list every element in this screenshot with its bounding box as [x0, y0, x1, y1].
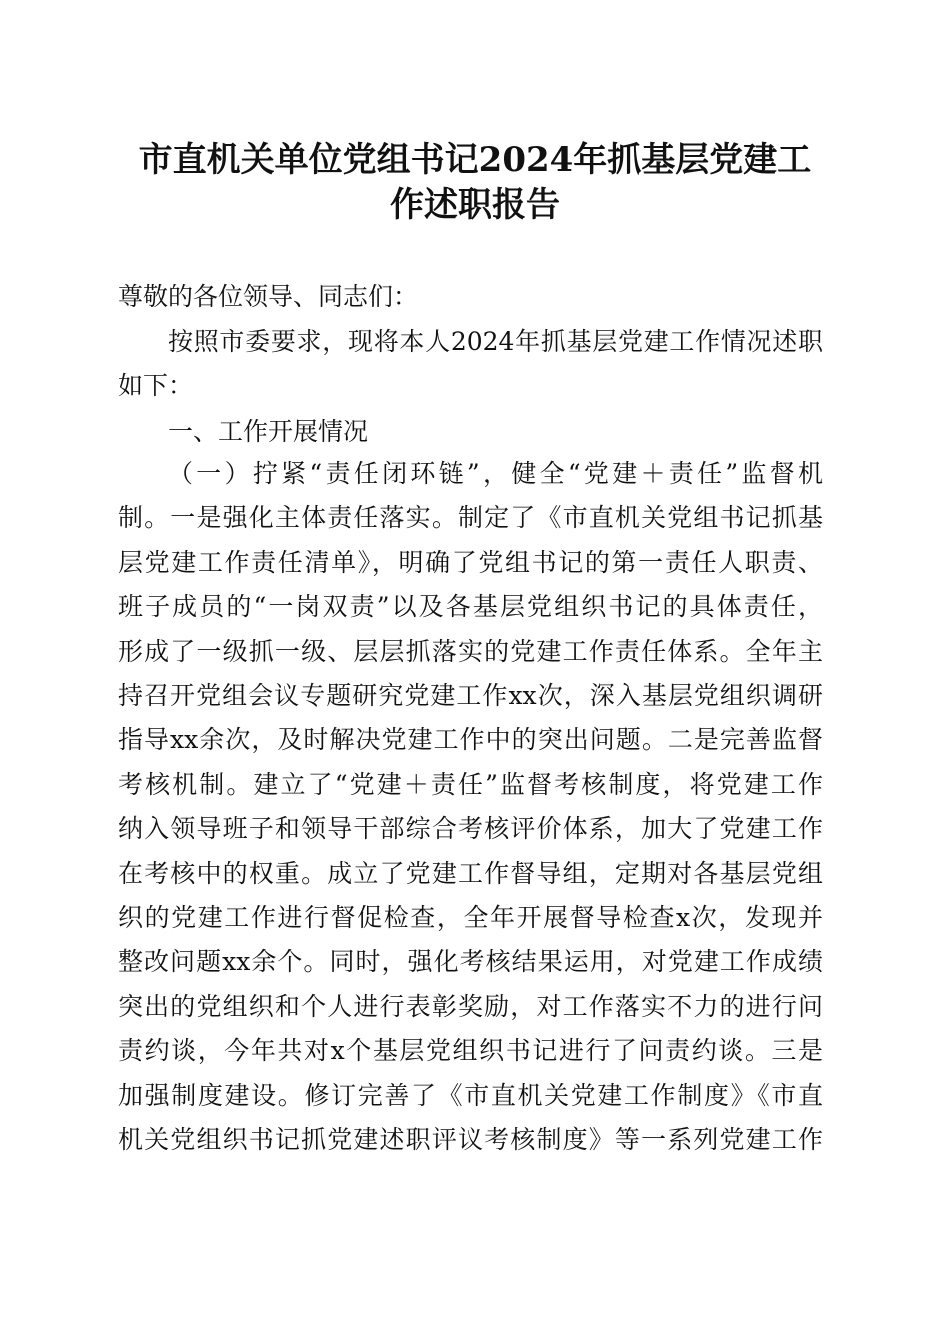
body-line: 整改问题xx余个。同时，强化考核结果运用，对党建工作成绩: [118, 947, 823, 977]
document-title-line-1: 市直机关单位党组书记2024年抓基层党建工: [138, 140, 812, 180]
document-title-line-2: 作述职报告: [390, 185, 560, 225]
body-line: 层党建工作责任清单》，明确了党组书记的第一责任人职责、: [118, 547, 823, 577]
intro-line: 按照市委要求，现将本人2024年抓基层党建工作情况述职: [168, 327, 823, 356]
body-line: 机关党组织书记抓党建述职评议考核制度》等一系列党建工作: [118, 1125, 823, 1154]
body-line: 在考核中的权重。成立了党建工作督导组，定期对各基层党组: [118, 858, 823, 888]
body-line: 班子成员的“一岗双责”以及各基层党组织书记的具体责任，: [118, 592, 823, 622]
section-heading: 一、工作开展情况: [168, 417, 369, 446]
salutation: 尊敬的各位领导、同志们：: [118, 282, 419, 311]
body-line: （一）拧紧“责任闭环链”，健全“党建＋责任”监督机: [168, 459, 823, 488]
body-line: 制。一是强化主体责任落实。制定了《市直机关党组书记抓基: [118, 503, 823, 533]
body-line: 织的党建工作进行督促检查，全年开展督导检查x次，发现并: [118, 903, 823, 932]
intro-line: 如下：: [118, 371, 194, 400]
body-line: 责约谈，今年共对x个基层党组织书记进行了问责约谈。三是: [118, 1036, 823, 1066]
body-line: 形成了一级抓一级、层层抓落实的党建工作责任体系。全年主: [118, 636, 823, 666]
body-line: 加强制度建设。修订完善了《市直机关党建工作制度》《市直: [118, 1080, 823, 1110]
body-line: 考核机制。建立了“党建＋责任”监督考核制度，将党建工作: [118, 769, 823, 799]
body-line: 持召开党组会议专题研究党建工作xx次，深入基层党组织调研: [118, 681, 823, 710]
body-line: 纳入领导班子和领导干部综合考核评价体系，加大了党建工作: [118, 814, 823, 844]
body-line: 突出的党组织和个人进行表彰奖励，对工作落实不力的进行问: [118, 991, 823, 1021]
body-line: 指导xx余次，及时解决党建工作中的突出问题。二是完善监督: [118, 725, 823, 755]
